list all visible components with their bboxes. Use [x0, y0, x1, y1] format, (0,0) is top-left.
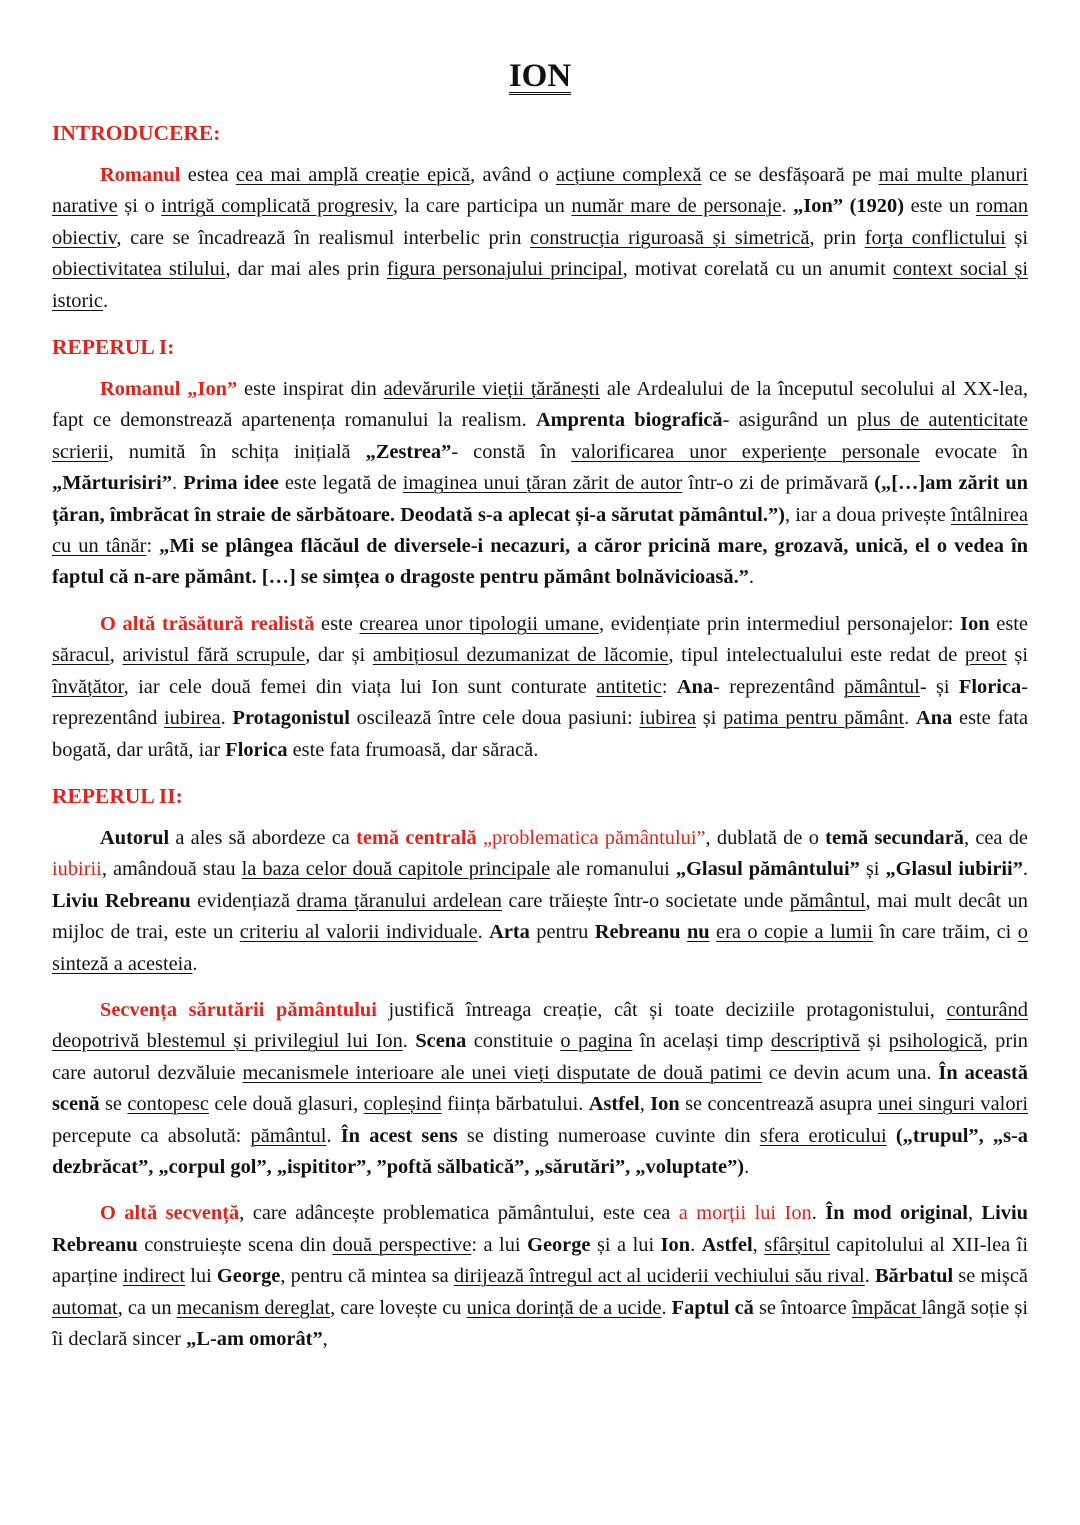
text-run: lângă soție și îi declară sincer: [52, 1296, 1028, 1350]
text-run: două perspective: [332, 1233, 472, 1256]
text-run: Bărbatul: [874, 1265, 954, 1288]
text-run: .: [748, 566, 754, 589]
text-run: .: [1022, 858, 1029, 881]
text-run: pământul: [250, 1124, 327, 1147]
text-run: crearea unor tipologii umane: [359, 612, 600, 635]
text-run: ,: [322, 1328, 328, 1350]
text-run: O altă trăsătură realistă: [100, 612, 315, 635]
text-run: ,: [967, 1202, 982, 1225]
text-run: , evidențiate prin intermediul personajelor:: [599, 612, 961, 635]
text-run: Ion: [650, 1093, 680, 1116]
text-run: , dublată de o: [705, 826, 826, 849]
text-run: a morții lui Ion: [678, 1202, 812, 1225]
text-run: oscilează între cele doua pasiuni:: [349, 707, 640, 730]
text-run: evidențiază: [190, 889, 297, 912]
text-run: iubirii: [52, 858, 102, 881]
text-run: Romanul „Ion”: [100, 378, 238, 401]
text-run: roman obiectiv: [52, 195, 1029, 249]
text-run: , dar mai ales prin: [225, 258, 387, 281]
text-run: .: [690, 1233, 702, 1256]
text-run: este: [314, 612, 360, 635]
text-run: - reprezentând: [52, 675, 1028, 730]
text-run: , care lovește cu: [330, 1296, 467, 1319]
text-run: , dar și: [305, 644, 373, 667]
text-run: număr mare de personaje: [571, 195, 782, 218]
text-run: mecanism dereglat: [176, 1296, 331, 1319]
text-run: „L-am omorât”: [186, 1328, 323, 1350]
text-run: imaginea unui țăran zărit de autor: [402, 472, 683, 495]
text-run: Arta: [489, 921, 530, 944]
text-run: acțiune complexă: [556, 164, 702, 186]
text-run: ce se desfășoară pe: [701, 164, 879, 186]
text-run: .: [811, 1202, 826, 1225]
text-run: , prin: [809, 226, 865, 249]
section-heading: REPERUL II:: [52, 783, 183, 808]
text-run: În acest sens: [340, 1124, 458, 1147]
text-run: preot: [964, 644, 1007, 667]
text-run: .: [477, 921, 490, 944]
text-run: ale romanului: [550, 858, 676, 881]
section-heading: REPERUL I:: [52, 335, 175, 360]
text-run: pământul: [789, 889, 866, 912]
text-run: Autorul: [100, 826, 170, 849]
text-run: percepute ca absolută:: [52, 1124, 251, 1147]
text-run: era o copie a lumii: [716, 921, 874, 944]
text-run: Ana: [676, 675, 714, 698]
text-run: , cea de: [963, 826, 1028, 849]
text-run: se concentrează asupra: [679, 1093, 878, 1116]
text-run: pentru: [529, 921, 595, 944]
text-run: .: [744, 1155, 750, 1178]
text-run: justifică întreaga creație, cât și toate deciziile protagonistului,: [376, 998, 947, 1021]
text-run: , iar a doua privește: [784, 503, 951, 526]
text-run: săracul: [52, 644, 110, 667]
text-run: capitolului al XII-lea îi aparține: [52, 1233, 1029, 1288]
text-run: Protagonistul: [232, 707, 350, 730]
text-run: .: [402, 1030, 416, 1053]
text-run: ,: [109, 644, 123, 667]
text-run: Romanul: [100, 164, 181, 186]
text-run: construcția riguroasă și simetrică: [530, 226, 810, 249]
text-run: și o: [117, 195, 162, 218]
text-run: evocate în: [919, 440, 1028, 463]
text-run: arivistul fără scrupule: [122, 644, 306, 667]
text-run: criteriu al valorii individuale: [239, 921, 478, 944]
text-run: se disting numeroase cuvinte din: [457, 1124, 760, 1147]
paragraph: [52, 609, 1028, 766]
text-run: iubirea: [164, 707, 221, 730]
text-run: , prin care autorul dezvăluie: [52, 1030, 1028, 1084]
text-run: mecanismele interioare ale unei vieți disputate de două patimi: [242, 1061, 762, 1084]
text-run: , pentru că mintea sa: [280, 1265, 454, 1288]
text-run: figura personajului principal: [386, 258, 623, 281]
text-run: cea mai amplă creație epică: [235, 164, 471, 186]
text-run: George: [527, 1233, 591, 1256]
text-run: sfârșitul: [764, 1233, 830, 1256]
text-run: („[…]am zărit un țăran, îmbrăcat în straie de sărbătoare. Deodată s-a aplecat și-a sărutat pământul.”): [52, 472, 1029, 526]
text-run: o sinteză a acesteia: [52, 921, 1028, 975]
text-run: întâlnirea cu un tânăr: [52, 503, 1028, 558]
text-run: („trupul”, „s-a dezbrăcat”, „corpul gol”, „ispititor”, ”poftă sălbatică”, „sărutări”, „voluptate”): [52, 1124, 1029, 1178]
text-run: este: [989, 612, 1028, 635]
text-run: patima pentru pământ: [723, 707, 905, 730]
text-run: „problematica pământului”: [483, 826, 706, 849]
text-run: copleșind: [363, 1093, 442, 1116]
text-run: [887, 1125, 896, 1147]
text-run: drama țăranului ardelean: [296, 889, 502, 912]
text-run: ,: [752, 1233, 765, 1256]
text-run: se: [99, 1093, 128, 1116]
text-run: , care adâncește problematica pământului, este cea: [239, 1202, 679, 1225]
text-run: , amândouă stau: [101, 858, 242, 881]
text-run: la baza celor două capitole principale: [241, 858, 551, 881]
text-run: Prima idee: [183, 472, 279, 495]
text-run: o pagina: [560, 1030, 633, 1053]
text-run: împăcat: [851, 1296, 922, 1319]
text-run: pământul: [843, 675, 920, 698]
text-run: George: [216, 1265, 281, 1288]
text-run: Secvența sărutării pământului: [100, 998, 377, 1021]
text-run: Rebreanu: [594, 921, 681, 944]
text-run: .: [904, 707, 917, 730]
text-run: indirect: [122, 1265, 186, 1288]
text-run: - reprezentând: [713, 675, 844, 698]
text-run: ambițiosul dezumanizat de lăcomie: [372, 644, 669, 667]
text-run: în care trăim, ci: [873, 921, 1018, 944]
text-run: valorificarea unor experiențe personale: [571, 440, 920, 463]
text-run: automat: [52, 1296, 118, 1319]
text-run: Astfel: [588, 1093, 640, 1116]
text-run: sfera eroticului: [759, 1124, 887, 1147]
text-run: iubirea: [639, 707, 697, 730]
text-run: - asigurând un: [722, 409, 857, 432]
text-run: Florica: [958, 675, 1022, 698]
text-run: adevărurile vieții țărănești: [383, 378, 600, 401]
text-run: :: [146, 535, 160, 558]
paragraph: [52, 995, 1028, 1183]
text-run: unei singuri valori: [877, 1093, 1028, 1116]
text-run: psihologică: [888, 1030, 983, 1053]
text-run: într-o zi de primăvară: [682, 472, 875, 495]
text-run: și: [1005, 226, 1029, 249]
text-run: , ca un: [117, 1296, 177, 1319]
text-run: .: [102, 289, 109, 312]
text-run: intrigă complicată progresiv: [161, 195, 393, 218]
text-run: „Zestrea”: [365, 440, 452, 463]
text-run: - și: [919, 675, 959, 698]
text-run: antitetic: [596, 675, 662, 698]
text-run: cele două glasuri,: [208, 1093, 364, 1116]
text-run: este fata bogată, dar urâtă, iar: [52, 707, 1029, 761]
paragraph: [52, 374, 1028, 594]
text-run: în același timp: [632, 1030, 771, 1053]
text-run: plus de autenticitate scrierii: [52, 409, 1028, 463]
text-run: contopesc: [127, 1093, 209, 1116]
text-run: , la care participa un: [392, 195, 572, 218]
section-heading: INTRODUCERE:: [52, 121, 221, 145]
text-run: obiectivitatea stilului: [52, 258, 226, 281]
text-run: .: [781, 195, 794, 218]
text-run: : a lui: [471, 1233, 528, 1256]
text-run: „Ion” (1920): [793, 195, 904, 218]
text-run: ființa bărbatului.: [441, 1093, 589, 1116]
text-run: Ion: [660, 1233, 691, 1256]
text-run: este un: [904, 195, 976, 218]
text-run: Amprenta biografică: [535, 409, 723, 432]
text-run: :: [661, 675, 677, 698]
text-run: În mod original: [825, 1202, 968, 1225]
document-body: [52, 118, 1028, 1355]
text-run: context social și istoric: [52, 258, 1028, 312]
text-run: În această scenă: [52, 1061, 1028, 1116]
text-run: „Mi se plângea flăcăul de diversele-i necazuri, a căror pricină mare, grozavă, unică, el o vedea în faptul că n-are pământ. […] se simțea o dragoste pentru pământ bolnăvicioasă.”: [52, 535, 1028, 589]
text-run: descriptivă: [770, 1030, 861, 1053]
text-run: , având o: [470, 164, 557, 186]
text-run: Liviu Rebreanu: [52, 1202, 1028, 1256]
text-run: „Glasul pământului”: [675, 858, 860, 881]
text-run: Florica: [225, 738, 288, 761]
text-run: se întoarce: [753, 1296, 852, 1319]
text-run: „Glasul iubirii”: [885, 858, 1023, 881]
text-run: , iar cele două femei din viața lui Ion sunt conturate: [123, 675, 597, 698]
text-run: și a lui: [590, 1233, 661, 1256]
text-run: mai multe planuri narative: [52, 164, 1028, 218]
text-run: este fata frumoasă, dar săracă.: [287, 738, 539, 761]
text-run: .: [864, 1265, 875, 1288]
text-run: și: [696, 707, 724, 730]
text-run: .: [220, 707, 233, 730]
text-run: conturând deopotrivă blestemul și privilegiul lui Ion: [52, 998, 1028, 1053]
text-run: învățător: [52, 675, 124, 698]
text-run: și: [860, 1030, 889, 1053]
text-run: temă secundară: [825, 826, 964, 849]
text-run: , care se încadrează în realismul interbelic prin: [116, 226, 531, 249]
text-run: constituie: [466, 1030, 561, 1053]
text-run: .: [192, 952, 198, 975]
text-run: și: [859, 858, 886, 881]
paragraph: [52, 823, 1028, 980]
text-run: unica dorință de a ucide: [466, 1296, 662, 1319]
text-run: Astfel: [701, 1233, 753, 1256]
text-run: și: [1006, 644, 1028, 667]
text-run: ,: [639, 1093, 651, 1116]
text-run: , mai mult decât un mijloc de trai, este un: [52, 889, 1028, 944]
text-run: .: [326, 1124, 341, 1147]
text-run: O altă secvență: [100, 1202, 240, 1225]
text-run: - constă în: [451, 440, 572, 463]
text-run: Ana: [916, 707, 953, 730]
text-run: nu: [686, 921, 710, 944]
text-run: este legată de: [278, 472, 403, 495]
text-run: care trăiește într-o societate unde: [501, 889, 790, 912]
paragraph: [52, 160, 1028, 317]
text-run: estea: [180, 164, 236, 186]
text-run: a ales să abordeze ca: [169, 826, 357, 849]
text-run: Scena: [415, 1030, 467, 1053]
text-run: se mișcă: [953, 1265, 1028, 1288]
text-run: .: [661, 1296, 672, 1319]
text-run: „Mărturisiri”: [52, 472, 173, 495]
text-run: Liviu Rebreanu: [52, 889, 191, 912]
text-run: temă centrală: [356, 826, 477, 849]
text-run: ale Ardealului de la începutul secolului al XX-lea, fapt ce demonstrează apartenența romanului la realism.: [52, 378, 1028, 432]
text-run: , tipul intelectualului este redat de: [668, 644, 965, 667]
text-run: ce devin acum una.: [761, 1061, 939, 1084]
page-title: ION: [508, 58, 572, 94]
text-run: .: [172, 472, 184, 495]
text-run: , numită în schița inițială: [108, 440, 366, 463]
text-run: Faptul că: [671, 1296, 754, 1319]
paragraph: [52, 1198, 1028, 1355]
text-run: dirijează întregul act al uciderii vechiului său rival: [453, 1265, 865, 1288]
text-run: forța conflictului: [864, 226, 1006, 249]
text-run: , motivat corelată cu un anumit: [622, 258, 893, 281]
text-run: construiește scena din: [137, 1233, 333, 1256]
text-run: lui: [185, 1265, 217, 1288]
text-run: Ion: [960, 612, 990, 635]
text-run: este inspirat din: [237, 378, 384, 401]
